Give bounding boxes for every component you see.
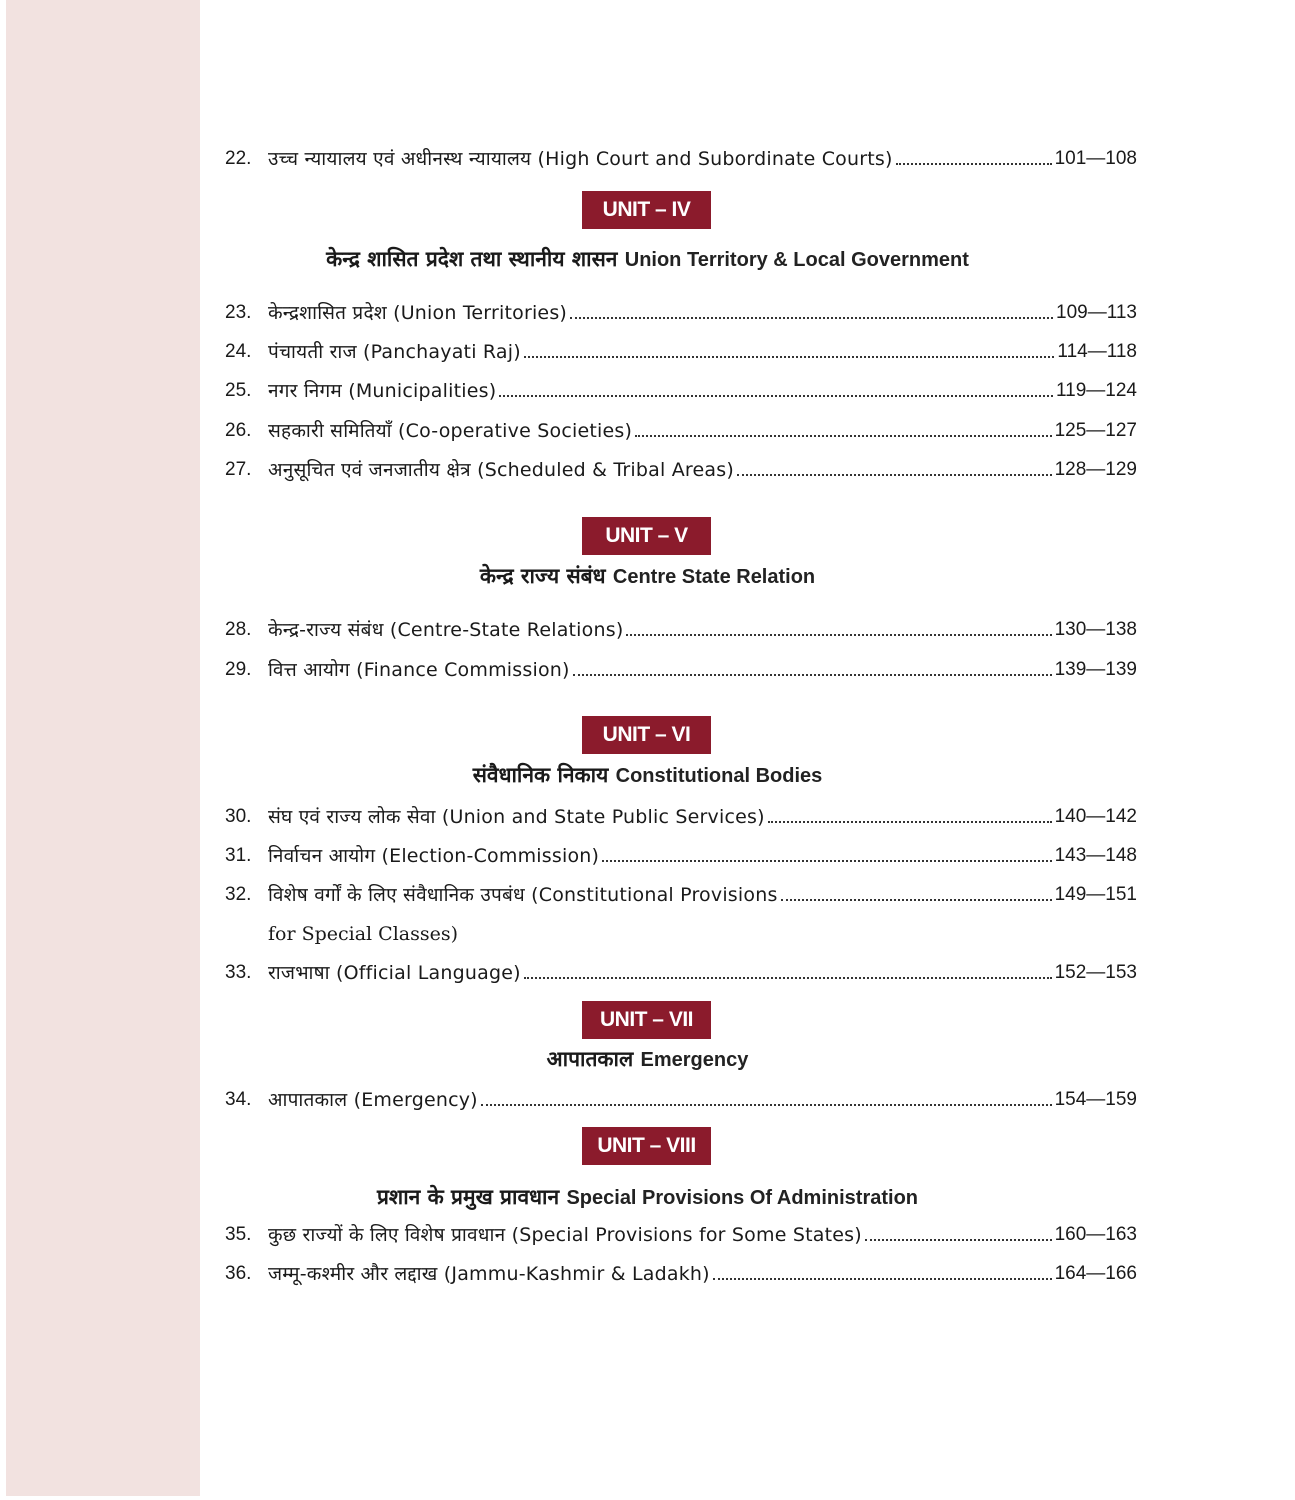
leader-dots bbox=[524, 355, 1055, 358]
entry-pages: 149—151 bbox=[1054, 884, 1137, 905]
entry-number: 34. bbox=[225, 1089, 252, 1110]
unit-badge: UNIT – V bbox=[582, 517, 711, 555]
toc-entry bbox=[225, 878, 1137, 908]
unit-heading-hindi: आपातकाल bbox=[546, 1047, 634, 1071]
toc-entry bbox=[225, 800, 1137, 830]
entry-title: राजभाषा (Official Language) bbox=[268, 962, 521, 984]
leader-dots bbox=[768, 820, 1052, 823]
unit-badge: UNIT – VIII bbox=[582, 1127, 711, 1165]
entry-title: पंचायती राज (Panchayati Raj) bbox=[268, 341, 521, 363]
unit-heading-english: Emergency bbox=[640, 1049, 749, 1071]
entry-number: 24. bbox=[225, 341, 252, 362]
leader-dots bbox=[626, 633, 1051, 636]
toc-entry bbox=[225, 613, 1137, 643]
toc-entry bbox=[225, 839, 1137, 869]
toc-entry bbox=[225, 142, 1137, 172]
entry-title: वित्त आयोग (Finance Commission) bbox=[268, 659, 570, 681]
entry-title: केन्द्र-राज्य संबंध (Centre-State Relations) bbox=[268, 619, 624, 641]
leader-dots bbox=[602, 859, 1051, 862]
unit-heading-hindi: संवैधानिक निकाय bbox=[472, 763, 609, 787]
entry-pages: 114—118 bbox=[1057, 341, 1137, 362]
toc-entry bbox=[225, 335, 1137, 365]
entry-number: 33. bbox=[225, 962, 252, 983]
toc-entry bbox=[225, 956, 1137, 986]
entry-pages: 160—163 bbox=[1054, 1224, 1137, 1245]
entry-pages: 154—159 bbox=[1054, 1089, 1137, 1110]
entry-title: सहकारी समितियाँ (Co-operative Societies) bbox=[268, 420, 633, 442]
unit-heading bbox=[200, 761, 1095, 789]
leader-dots bbox=[713, 1277, 1052, 1280]
entry-number: 22. bbox=[225, 148, 252, 169]
entry-pages: 143—148 bbox=[1054, 845, 1137, 866]
leader-dots bbox=[524, 976, 1052, 979]
entry-number: 35. bbox=[225, 1224, 252, 1245]
leader-dots bbox=[865, 1238, 1052, 1241]
leader-dots bbox=[896, 162, 1052, 165]
unit-heading-hindi: केन्द्र राज्य संबंध bbox=[479, 564, 606, 588]
entry-number: 25. bbox=[225, 380, 252, 401]
entry-number: 30. bbox=[225, 806, 252, 827]
leader-dots bbox=[737, 473, 1052, 476]
entry-title: नगर निगम (Municipalities) bbox=[268, 380, 497, 402]
unit-heading-hindi: केन्द्र शासित प्रदेश तथा स्थानीय शासन bbox=[326, 247, 618, 271]
toc-entry bbox=[225, 1257, 1137, 1287]
entry-title: जम्मू-कश्मीर और लद्दाख (Jammu-Kashmir & Ladakh) bbox=[268, 1263, 710, 1285]
toc-entry bbox=[225, 374, 1137, 404]
toc-entry bbox=[225, 296, 1137, 326]
unit-badge: UNIT – VII bbox=[582, 1001, 711, 1039]
unit-heading-english: Constitutional Bodies bbox=[615, 765, 823, 787]
unit-heading bbox=[200, 562, 1095, 590]
unit-badge: UNIT – IV bbox=[582, 191, 711, 229]
unit-heading-english: Union Territory & Local Government bbox=[624, 249, 969, 271]
entry-title: आपातकाल (Emergency) bbox=[268, 1089, 478, 1111]
toc-entry bbox=[225, 414, 1137, 444]
entry-number: 29. bbox=[225, 659, 252, 680]
unit-badge: UNIT – VI bbox=[582, 716, 711, 754]
entry-pages: 130—138 bbox=[1054, 619, 1137, 640]
unit-heading-english: Centre State Relation bbox=[612, 566, 816, 588]
entry-pages: 140—142 bbox=[1054, 806, 1137, 827]
entry-number: 36. bbox=[225, 1263, 252, 1284]
entry-pages: 109—113 bbox=[1056, 302, 1137, 323]
entry-title: कुछ राज्यों के लिए विशेष प्रावधान (Special Provisions for Some States) bbox=[268, 1224, 862, 1246]
leader-dots bbox=[499, 394, 1053, 397]
unit-heading bbox=[200, 1045, 1095, 1073]
entry-number: 26. bbox=[225, 420, 252, 441]
entry-pages: 125—127 bbox=[1054, 420, 1137, 441]
entry-pages: 128—129 bbox=[1054, 459, 1137, 480]
unit-heading bbox=[200, 1183, 1095, 1211]
entry-number: 32. bbox=[225, 884, 252, 905]
toc-entry bbox=[225, 453, 1137, 483]
entry-title: केन्द्रशासित प्रदेश (Union Territories) bbox=[268, 302, 568, 324]
entry-title: अनुसूचित एवं जनजातीय क्षेत्र (Scheduled & Tribal Areas) bbox=[268, 459, 734, 481]
entry-number: 27. bbox=[225, 459, 252, 480]
leader-dots bbox=[635, 434, 1052, 437]
toc-entry bbox=[225, 653, 1137, 683]
entry-title: उच्च न्यायालय एवं अधीनस्थ न्यायालय (High Court and Subordinate Courts) bbox=[268, 148, 893, 170]
entry-pages: 119—124 bbox=[1056, 380, 1137, 401]
unit-heading bbox=[200, 245, 1095, 273]
toc-entry bbox=[225, 1218, 1137, 1248]
entry-number: 28. bbox=[225, 619, 252, 640]
entry-pages: 164—166 bbox=[1054, 1263, 1137, 1284]
leader-dots bbox=[781, 898, 1052, 901]
entry-title: संघ एवं राज्य लोक सेवा (Union and State Public Services) bbox=[268, 806, 765, 828]
toc-entry bbox=[225, 1083, 1137, 1113]
leader-dots bbox=[573, 673, 1052, 676]
unit-heading-english: Special Provisions Of Administration bbox=[566, 1187, 919, 1209]
unit-heading-hindi: प्रशान के प्रमुख प्रावधान bbox=[376, 1185, 560, 1209]
entry-pages: 101—108 bbox=[1054, 148, 1137, 169]
entry-title: निर्वाचन आयोग (Election-Commission) bbox=[268, 845, 600, 867]
leader-dots bbox=[570, 316, 1053, 319]
entry-title-continuation: for Special Classes) bbox=[268, 923, 459, 945]
entry-number: 23. bbox=[225, 302, 252, 323]
entry-number: 31. bbox=[225, 845, 252, 866]
entry-pages: 152—153 bbox=[1054, 962, 1137, 983]
entry-title: विशेष वर्गों के लिए संवैधानिक उपबंध (Constitutional Provisions bbox=[268, 884, 778, 906]
entry-pages: 139—139 bbox=[1054, 659, 1137, 680]
leader-dots bbox=[481, 1103, 1052, 1106]
